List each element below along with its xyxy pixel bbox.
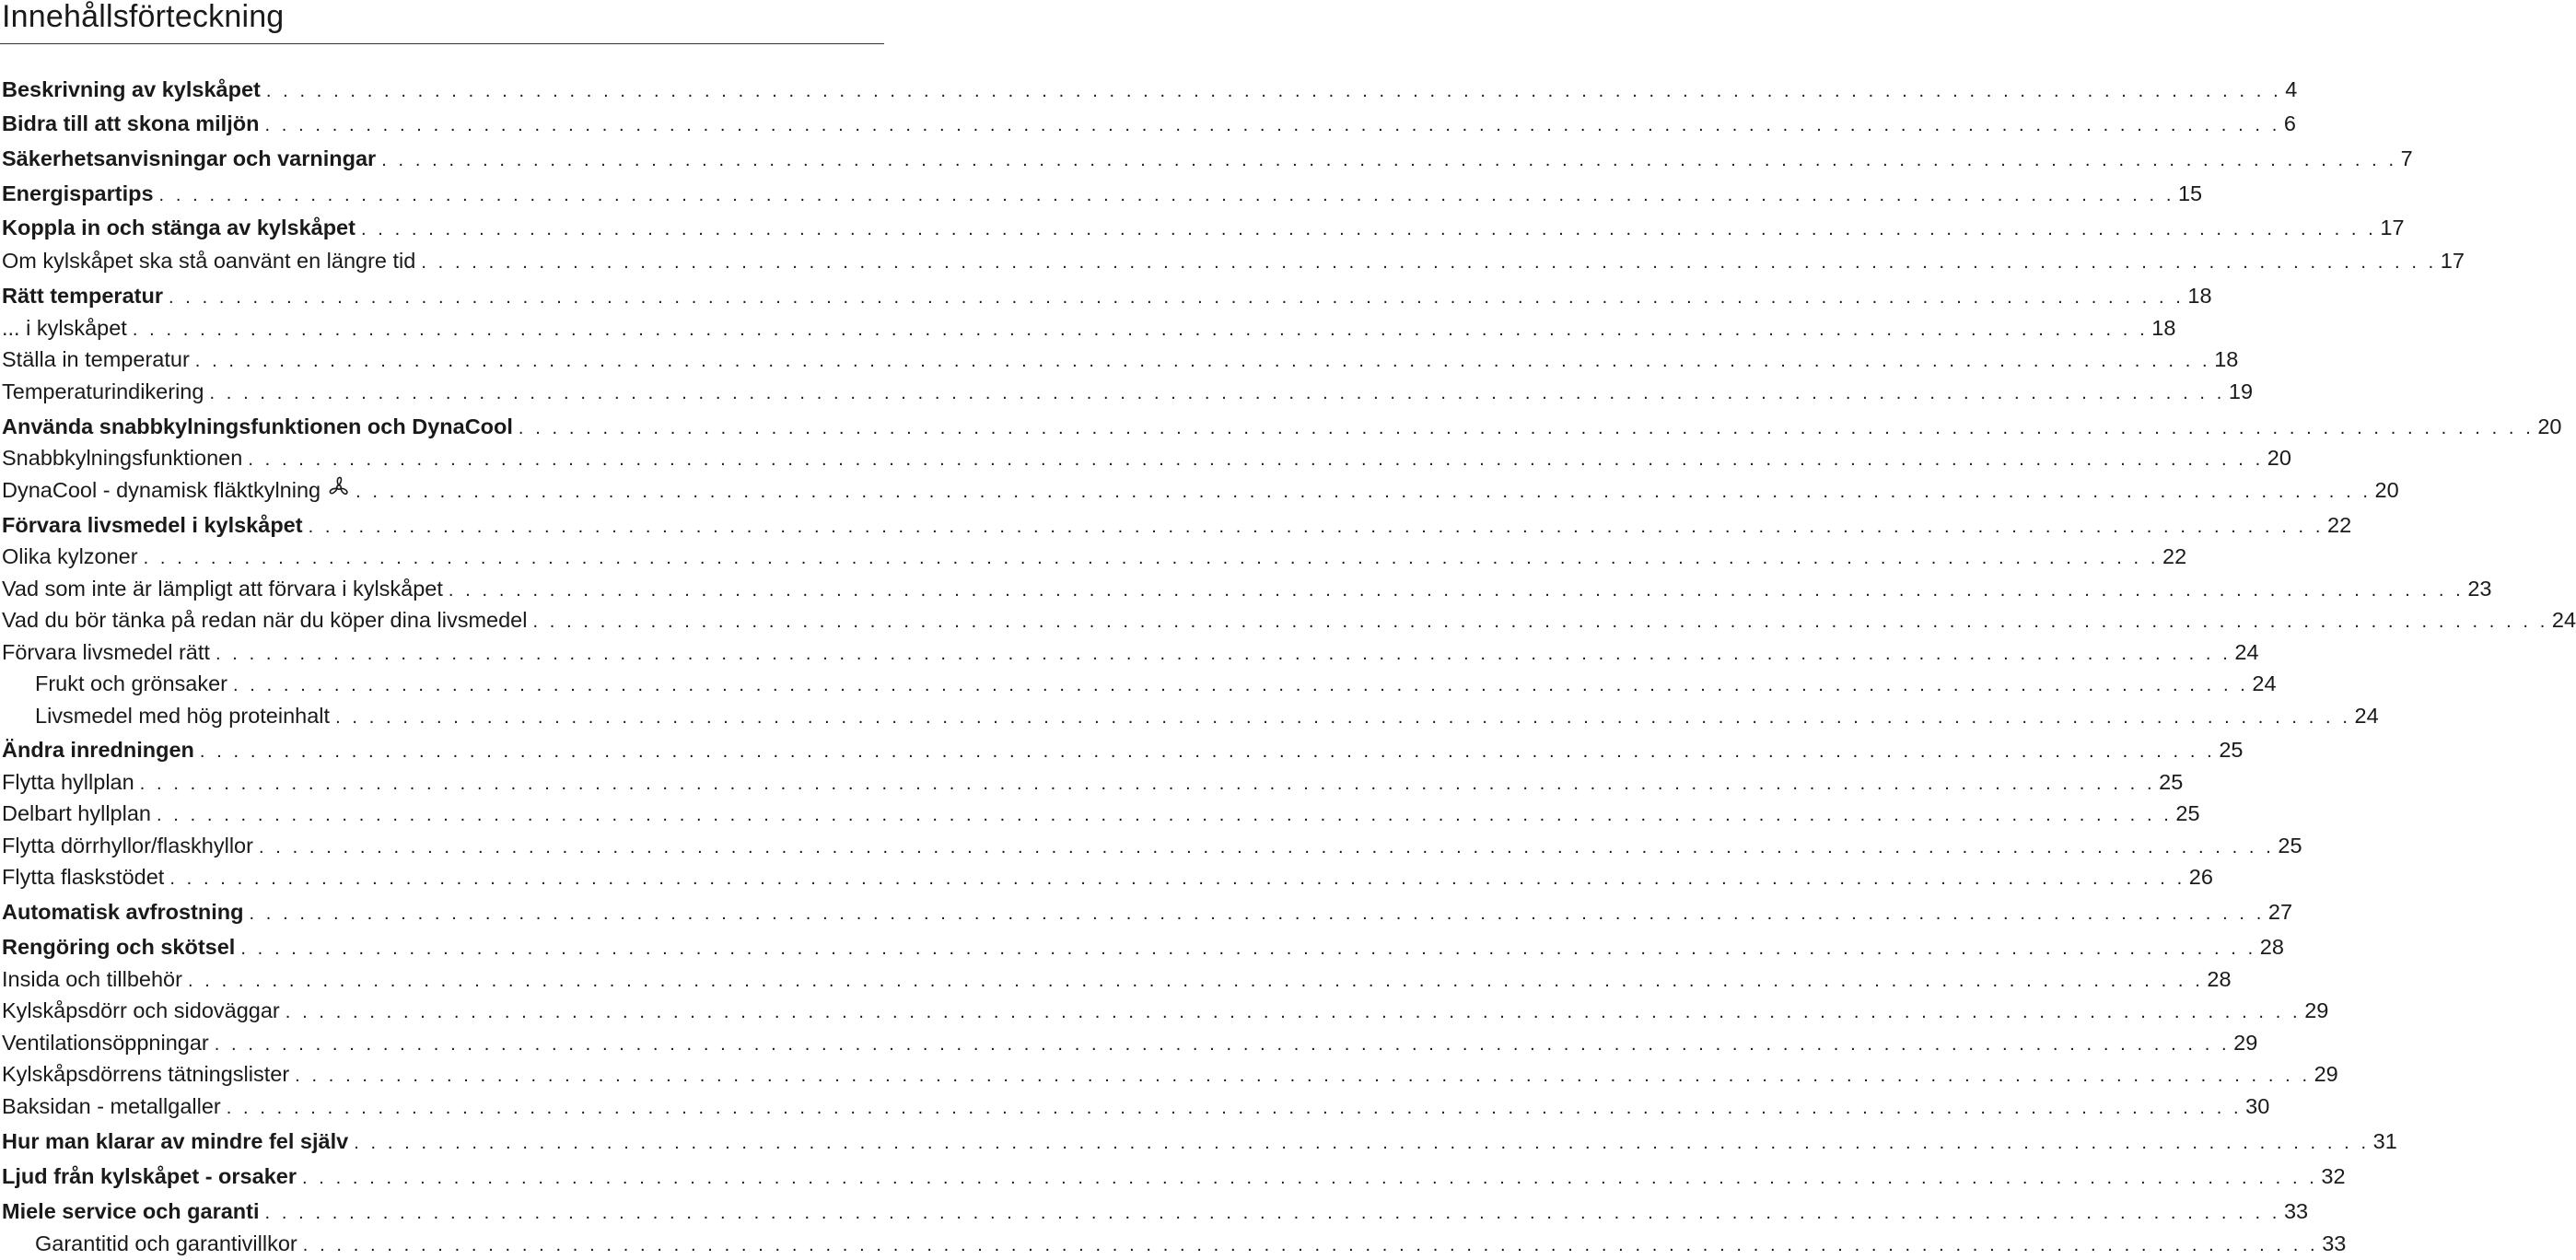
toc-entry[interactable] — [2, 575, 2492, 602]
toc-page-number: 20 — [2267, 446, 2291, 470]
toc-page-number: 28 — [2207, 967, 2232, 991]
toc-entry[interactable] — [2, 444, 2291, 472]
toc-page-number: 18 — [2151, 316, 2176, 340]
toc-leader-dots: . . . . . . . . . . . . . . . . . . . . . . . . . . . . . . . . . . . . . . . . . . . . . . . . . . . . . . . . . . . . . . . . . . . . . . . . . . . . . . . . . . . . . . . . . . . . . . . . . . . . . . . . . . . . . . . . . . . . . . . . — [156, 805, 2173, 825]
toc-entry[interactable] — [2, 1162, 2346, 1190]
toc-leader-dots: . . . . . . . . . . . . . . . . . . . . . . . . . . . . . . . . . . . . . . . . . . . . . . . . . . . . . . . . . . . . . . . . . . . . . . . . . . . . . . . . . . . . . . . . . . . . . . . . . . . . . . . . . . . . . . . . . . . . . . . . — [187, 971, 2204, 991]
toc-entry[interactable] — [2, 378, 2254, 405]
toc-page-number: 19 — [2228, 379, 2254, 403]
page-title: Innehållsförteckning — [2, 0, 285, 34]
toc-leader-dots: . . . . . . . . . . . . . . . . . . . . . . . . . . . . . . . . . . . . . . . . . . . . . . . . . . . . . . . . . . . . . . . . . . . . . . . . . . . . . . . . . . . . . . . . . . . . . . . . . . . . . . . . . . . . . . . . . . . . . . . . — [215, 644, 2232, 664]
toc-entry[interactable] — [2, 606, 2576, 634]
toc-entry-label: Förvara livsmedel i kylskåpet — [2, 513, 303, 537]
toc-entry-label: Säkerhetsanvisningar och varningar — [2, 146, 377, 170]
toc-entry-label: Snabbkylningsfunktionen — [2, 446, 243, 470]
toc-entry[interactable] — [35, 1230, 2347, 1257]
toc-page-number: 26 — [2188, 865, 2213, 889]
toc-page-number: 24 — [2234, 640, 2259, 664]
toc-page-number: 30 — [2245, 1094, 2270, 1118]
toc-leader-dots: . . . . . . . . . . . . . . . . . . . . . . . . . . . . . . . . . . . . . . . . . . . . . . . . . . . . . . . . . . . . . . . . . . . . . . . . . . . . . . . . . . . . . . . . . . . . . . . . . . . . . . . . . . . . . . . . . . . . . . . . — [139, 774, 2156, 794]
toc-page-number: 4 — [2285, 77, 2298, 101]
toc-entry-label: Miele service och garanti — [2, 1199, 260, 1223]
toc-leader-dots: . . . . . . . . . . . . . . . . . . . . . . . . . . . . . . . . . . . . . . . . . . . . . . . . . . . . . . . . . . . . . . . . . . . . . . . . . . . . . . . . . . . . . . . . . . . . . . . . . . . . . . . . . . . . . . . . . . . . . . . . — [264, 115, 2280, 135]
toc-page-number: 29 — [2304, 998, 2329, 1022]
toc-leader-dots: . . . . . . . . . . . . . . . . . . . . . . . . . . . . . . . . . . . . . . . . . . . . . . . . . . . . . . . . . . . . . . . . . . . . . . . . . . . . . . . . . . . . . . . . . . . . . . . . . . . . . . . . . . . . . . . . . . . . . . . . — [214, 1034, 2231, 1055]
toc-entry[interactable] — [2, 997, 2329, 1024]
toc-page-number: 15 — [2177, 181, 2203, 205]
toc-leader-dots: . . . . . . . . . . . . . . . . . . . . . . . . . . . . . . . . . . . . . . . . . . . . . . . . . . . . . . . . . . . . . . . . . . . . . . . . . . . . . . . . . . . . . . . . . . . . . . . . . . . . . . . . . . . . . . . . . . . . . . . . — [249, 904, 2265, 924]
toc-entry[interactable] — [2, 832, 2302, 859]
toc-page-number: 32 — [2321, 1164, 2346, 1188]
toc-leader-dots: . . . . . . . . . . . . . . . . . . . . . . . . . . . . . . . . . . . . . . . . . . . . . . . . . . . . . . . . . . . . . . . . . . . . . . . . . . . . . . . . . . . . . . . . . . . . . . . . . . . . . . . . . . . . . . . . . . . . . . . . — [308, 517, 2325, 537]
toc-entry-label: Beskrivning av kylskåpet — [2, 77, 261, 101]
toc-leader-dots: . . . . . . . . . . . . . . . . . . . . . . . . . . . . . . . . . . . . . . . . . . . . . . . . . . . . . . . . . . . . . . . . . . . . . . . . . . . . . . . . . . . . . . . . . . . . . . . . . . . . . . . . . . . . . . . . . . . . . . . . — [360, 219, 2377, 239]
toc-entry-label: Kylskåpsdörr och sidoväggar — [2, 998, 280, 1022]
toc-entry[interactable] — [2, 863, 2213, 891]
toc-entry[interactable] — [35, 670, 2277, 697]
toc-page-number: 22 — [2327, 513, 2352, 537]
toc-leader-dots: . . . . . . . . . . . . . . . . . . . . . . . . . . . . . . . . . . . . . . . . . . . . . . . . . . . . . . . . . . . . . . . . . . . . . . . . . . . . . . . . . . . . . . . . . . . . . . . . . . . . . . . . . . . . . . . . . . . . . . . . — [285, 1002, 2302, 1022]
toc-entry-label: Ändra inredningen — [2, 738, 194, 762]
toc-entry[interactable] — [2, 965, 2232, 993]
toc-entry[interactable] — [2, 542, 2187, 570]
toc-leader-dots: . . . . . . . . . . . . . . . . . . . . . . . . . . . . . . . . . . . . . . . . . . . . . . . . . . . . . . . . . . . . . . . . . . . . . . . . . . . . . . . . . . . . . . . . . . . . . . . . . . . . . . . . . . . . . . . . . . . . . . . . — [381, 150, 2397, 170]
toc-leader-dots: . . . . . . . . . . . . . . . . . . . . . . . . . . . . . . . . . . . . . . . . . . . . . . . . . . . . . . . . . . . . . . . . . . . . . . . . . . . . . . . . . . . . . . . . . . . . . . . . . . . . . . . . . . . . . . . . . . . . . . . . — [248, 449, 2264, 470]
toc-entry[interactable] — [2, 1060, 2338, 1088]
toc-entry-label: Rätt temperatur — [2, 284, 163, 308]
toc-entry-label: Flytta dörrhyllor/flaskhyllor — [2, 834, 253, 858]
toc-entry-label: DynaCool - dynamisk fläktkylning — [2, 478, 321, 502]
toc-page-number: 27 — [2267, 900, 2293, 924]
toc-entry-label: Delbart hyllplan — [2, 801, 151, 825]
toc-entry[interactable] — [2, 511, 2352, 539]
toc-entry-label: Använda snabbkylningsfunktionen och DynaCool — [2, 414, 513, 438]
toc-leader-dots: . . . . . . . . . . . . . . . . . . . . . . . . . . . . . . . . . . . . . . . . . . . . . . . . . . . . . . . . . . . . . . . . . . . . . . . . . . . . . . . . . . . . . . . . . . . . . . . . . . . . . . . . . . . . . . . . . . . . . . . . — [132, 320, 2149, 340]
toc-leader-dots: . . . . . . . . . . . . . . . . . . . . . . . . . . . . . . . . . . . . . . . . . . . . . . . . . . . . . . . . . . . . . . . . . . . . . . . . . . . . . . . . . . . . . . . . . . . . . . . . . . . . . . . . . . . . . . . . . . . . . . . . — [158, 185, 2174, 205]
toc-entry-label: Bidra till att skona miljön — [2, 111, 260, 135]
toc-entry-label: ... i kylskåpet — [2, 316, 127, 340]
toc-entry-label: Frukt och grönsaker — [35, 671, 227, 695]
toc-leader-dots: . . . . . . . . . . . . . . . . . . . . . . . . . . . . . . . . . . . . . . . . . . . . . . . . . . . . . . . . . . . . . . . . . . . . . . . . . . . . . . . . . . . . . . . . . . . . . . . . . . . . . . . . . . . . . . . . . . . . . . . . — [264, 1203, 2280, 1223]
toc-page-number: 29 — [2233, 1031, 2258, 1055]
toc-entry-label: Automatisk avfrostning — [2, 900, 244, 924]
toc-entry[interactable] — [2, 475, 2399, 503]
toc-leader-dots: . . . . . . . . . . . . . . . . . . . . . . . . . . . . . . . . . . . . . . . . . . . . . . . . . . . . . . . . . . . . . . . . . . . . . . . . . . . . . . . . . . . . . . . . . . . . . . . . . . . . . . . . . . . . . . . . . . . . . . . . — [335, 707, 2351, 728]
toc-leader-dots: . . . . . . . . . . . . . . . . . . . . . . . . . . . . . . . . . . . . . . . . . . . . . . . . . . . . . . . . . . . . . . . . . . . . . . . . . . . . . . . . . . . . . . . . . . . . . . . . . . . . . . . . . . . . . . . . . . . . . . . . — [194, 351, 2211, 371]
toc-entry-label: Temperaturindikering — [2, 379, 204, 403]
toc-entry-label: Om kylskåpet ska stå oanvänt en längre tid — [2, 249, 416, 273]
toc-entry-label: Koppla in och stänga av kylskåpet — [2, 216, 356, 239]
toc-entry-label: Vad du bör tänka på redan när du köper dina livsmedel — [2, 608, 528, 632]
toc-entry-label: Baksidan - metallgaller — [2, 1094, 221, 1118]
toc-entry-label: Förvara livsmedel rätt — [2, 640, 210, 664]
toc-entry[interactable] — [2, 145, 2413, 172]
toc-entry[interactable] — [2, 314, 2176, 342]
fan-icon — [328, 475, 350, 497]
toc-leader-dots: . . . . . . . . . . . . . . . . . . . . . . . . . . . . . . . . . . . . . . . . . . . . . . . . . . . . . . . . . . . . . . . . . . . . . . . . . . . . . . . . . . . . . . . . . . . . . . . . . . . . . . . . . . . . . . . . . . . . . . . . — [448, 580, 2465, 601]
toc-entry-label: Livsmedel med hög proteinhalt — [35, 704, 331, 728]
toc-entry-label: Flytta flaskstödet — [2, 865, 165, 889]
toc-leader-dots: . . . . . . . . . . . . . . . . . . . . . . . . . . . . . . . . . . . . . . . . . . . . . . . . . . . . . . . . . . . . . . . . . . . . . . . . . . . . . . . . . . . . . . . . . . . . . . . . . . . . . . . . . . . . . . . . . . . . . . . . — [232, 675, 2249, 695]
toc-page-number: 7 — [2400, 146, 2413, 170]
toc-page-number: 28 — [2259, 935, 2284, 959]
toc-entry[interactable] — [2, 898, 2293, 926]
toc-entry[interactable] — [2, 76, 2298, 103]
toc-entry-label: Hur man klarar av mindre fel själv — [2, 1129, 349, 1153]
toc-entry[interactable] — [2, 1092, 2270, 1120]
toc-leader-dots: . . . . . . . . . . . . . . . . . . . . . . . . . . . . . . . . . . . . . . . . . . . . . . . . . . . . . . . . . . . . . . . . . . . . . . . . . . . . . . . . . . . . . . . . . . . . . . . . . . . . . . . . . . . . . . . . . . . . . . . . — [295, 1066, 2311, 1086]
toc-entry-label: Garantitid och garantivillkor — [35, 1231, 297, 1255]
toc-leader-dots: . . . . . . . . . . . . . . . . . . . . . . . . . . . . . . . . . . . . . . . . . . . . . . . . . . . . . . . . . . . . . . . . . . . . . . . . . . . . . . . . . . . . . . . . . . . . . . . . . . . . . . . . . . . . . . . . . . . . . . . . — [240, 939, 2256, 959]
toc-page-number: 29 — [2314, 1062, 2338, 1086]
toc-leader-dots: . . . . . . . . . . . . . . . . . . . . . . . . . . . . . . . . . . . . . . . . . . . . . . . . . . . . . . . . . . . . . . . . . . . . . . . . . . . . . . . . . . . . . . . . . . . . . . . . . . . . . . . . . . . . . . . . . . . . . . . . — [301, 1168, 2318, 1188]
toc-page-number: 18 — [2187, 284, 2212, 308]
toc-entry-label: Vad som inte är lämpligt att förvara i kylskåpet — [2, 577, 443, 601]
toc-page-number: 25 — [2175, 801, 2200, 825]
toc-entry[interactable] — [2, 180, 2203, 207]
toc-entry-label: Olika kylzoner — [2, 544, 138, 568]
toc-page-number: 33 — [2322, 1231, 2347, 1255]
toc-entry[interactable] — [2, 736, 2244, 764]
toc-page-number: 17 — [2440, 249, 2465, 273]
toc-page-number: 24 — [2252, 671, 2277, 695]
toc-entry-label: Flytta hyllplan — [2, 770, 134, 794]
toc-entry[interactable] — [2, 1127, 2397, 1155]
toc-entry[interactable] — [2, 282, 2212, 309]
toc-page-number: 25 — [2159, 770, 2184, 794]
toc-entry[interactable] — [2, 638, 2259, 666]
toc-entry[interactable] — [2, 1029, 2258, 1056]
toc-leader-dots: . . . . . . . . . . . . . . . . . . . . . . . . . . . . . . . . . . . . . . . . . . . . . . . . . . . . . . . . . . . . . . . . . . . . . . . . . . . . . . . . . . . . . . . . . . . . . . . . . . . . . . . . . . . . . . . . . . . . . . . . — [421, 252, 2437, 273]
toc-entry-label: Energispartips — [2, 181, 154, 205]
toc-entry-label: Ljud från kylskåpet - orsaker — [2, 1164, 297, 1188]
toc-page-number: 18 — [2214, 347, 2239, 371]
toc-leader-dots: . . . . . . . . . . . . . . . . . . . . . . . . . . . . . . . . . . . . . . . . . . . . . . . . . . . . . . . . . . . . . . . . . . . . . . . . . . . . . . . . . . . . . . . . . . . . . . . . . . . . . . . . . . . . . . . . . . . . . . . . — [356, 482, 2372, 502]
toc-page-number: 24 — [2354, 704, 2379, 728]
toc-entry[interactable] — [2, 768, 2184, 796]
toc-leader-dots: . . . . . . . . . . . . . . . . . . . . . . . . . . . . . . . . . . . . . . . . . . . . . . . . . . . . . . . . . . . . . . . . . . . . . . . . . . . . . . . . . . . . . . . . . . . . . . . . . . . . . . . . . . . . . . . . . . . . . . . . — [199, 741, 2216, 762]
toc-entry-label: Ventilationsöppningar — [2, 1031, 209, 1055]
toc-entry[interactable] — [2, 110, 2296, 137]
toc-entry[interactable] — [2, 1197, 2309, 1225]
toc-page-number: 33 — [2283, 1199, 2309, 1223]
toc-page-number: 22 — [2162, 544, 2187, 568]
toc-leader-dots: . . . . . . . . . . . . . . . . . . . . . . . . . . . . . . . . . . . . . . . . . . . . . . . . . . . . . . . . . . . . . . . . . . . . . . . . . . . . . . . . . . . . . . . . . . . . . . . . . . . . . . . . . . . . . . . . . . . . . . . . — [143, 548, 2160, 568]
toc-entry[interactable] — [2, 799, 2200, 827]
toc-entry[interactable] — [2, 413, 2562, 440]
toc-entry-label: Insida och tillbehör — [2, 967, 182, 991]
toc-entry-label: Ställa in temperatur — [2, 347, 190, 371]
toc-page-number: 20 — [2537, 414, 2562, 438]
toc-leader-dots: . . . . . . . . . . . . . . . . . . . . . . . . . . . . . . . . . . . . . . . . . . . . . . . . . . . . . . . . . . . . . . . . . . . . . . . . . . . . . . . . . . . . . . . . . . . . . . . . . . . . . . . . . . . . . . . . . . . . . . . . — [265, 81, 2282, 101]
toc-entry-label: Rengöring och skötsel — [2, 935, 236, 959]
toc-entry[interactable] — [2, 247, 2465, 274]
toc-leader-dots: . . . . . . . . . . . . . . . . . . . . . . . . . . . . . . . . . . . . . . . . . . . . . . . . . . . . . . . . . . . . . . . . . . . . . . . . . . . . . . . . . . . . . . . . . . . . . . . . . . . . . . . . . . . . . . . . . . . . . . . . — [518, 418, 2535, 438]
toc-page-number: 25 — [2278, 834, 2302, 858]
toc-leader-dots: . . . . . . . . . . . . . . . . . . . . . . . . . . . . . . . . . . . . . . . . . . . . . . . . . . . . . . . . . . . . . . . . . . . . . . . . . . . . . . . . . . . . . . . . . . . . . . . . . . . . . . . . . . . . . . . . . . . . . . . . — [532, 612, 2548, 632]
toc-entry-label: Kylskåpsdörrens tätningslister — [2, 1062, 290, 1086]
toc-page-number: 20 — [2374, 478, 2399, 502]
toc-page-number: 6 — [2283, 111, 2296, 135]
toc-entry[interactable] — [35, 702, 2379, 729]
toc-leader-dots: . . . . . . . . . . . . . . . . . . . . . . . . . . . . . . . . . . . . . . . . . . . . . . . . . . . . . . . . . . . . . . . . . . . . . . . . . . . . . . . . . . . . . . . . . . . . . . . . . . . . . . . . . . . . . . . . . . . . . . . . — [169, 869, 2186, 889]
toc-leader-dots: . . . . . . . . . . . . . . . . . . . . . . . . . . . . . . . . . . . . . . . . . . . . . . . . . . . . . . . . . . . . . . . . . . . . . . . . . . . . . . . . . . . . . . . . . . . . . . . . . . . . . . . . . . . . . . . . . . . . . . . . — [354, 1133, 2370, 1153]
toc-leader-dots: . . . . . . . . . . . . . . . . . . . . . . . . . . . . . . . . . . . . . . . . . . . . . . . . . . . . . . . . . . . . . . . . . . . . . . . . . . . . . . . . . . . . . . . . . . . . . . . . . . . . . . . . . . . . . . . . . . . . . . . . — [209, 383, 2225, 403]
toc-entry[interactable] — [2, 345, 2239, 373]
toc-leader-dots: . . . . . . . . . . . . . . . . . . . . . . . . . . . . . . . . . . . . . . . . . . . . . . . . . . . . . . . . . . . . . . . . . . . . . . . . . . . . . . . . . . . . . . . . . . . . . . . . . . . . . . . . . . . . . . . . . . . . . . . . — [168, 287, 2185, 308]
toc-leader-dots: . . . . . . . . . . . . . . . . . . . . . . . . . . . . . . . . . . . . . . . . . . . . . . . . . . . . . . . . . . . . . . . . . . . . . . . . . . . . . . . . . . . . . . . . . . . . . . . . . . . . . . . . . . . . . . . . . . . . . . . . — [226, 1098, 2243, 1118]
toc-page-number: 23 — [2467, 577, 2492, 601]
toc-page-number: 25 — [2219, 738, 2244, 762]
toc-entry[interactable] — [2, 214, 2405, 241]
toc-leader-dots: . . . . . . . . . . . . . . . . . . . . . . . . . . . . . . . . . . . . . . . . . . . . . . . . . . . . . . . . . . . . . . . . . . . . . . . . . . . . . . . . . . . . . . . . . . . . . . . . . . . . . . . . . . . . . . . . . . . . . . . . — [258, 837, 2275, 858]
toc-entry[interactable] — [2, 933, 2284, 961]
toc-page-number: 31 — [2372, 1129, 2397, 1153]
toc-page-number: 17 — [2380, 216, 2405, 239]
toc-leader-dots: . . . . . . . . . . . . . . . . . . . . . . . . . . . . . . . . . . . . . . . . . . . . . . . . . . . . . . . . . . . . . . . . . . . . . . . . . . . . . . . . . . . . . . . . . . . . . . . . . . . . . . . . . . . . . . . . . . . . . . . . — [302, 1235, 2319, 1255]
toc-page-number: 24 — [2551, 608, 2576, 632]
